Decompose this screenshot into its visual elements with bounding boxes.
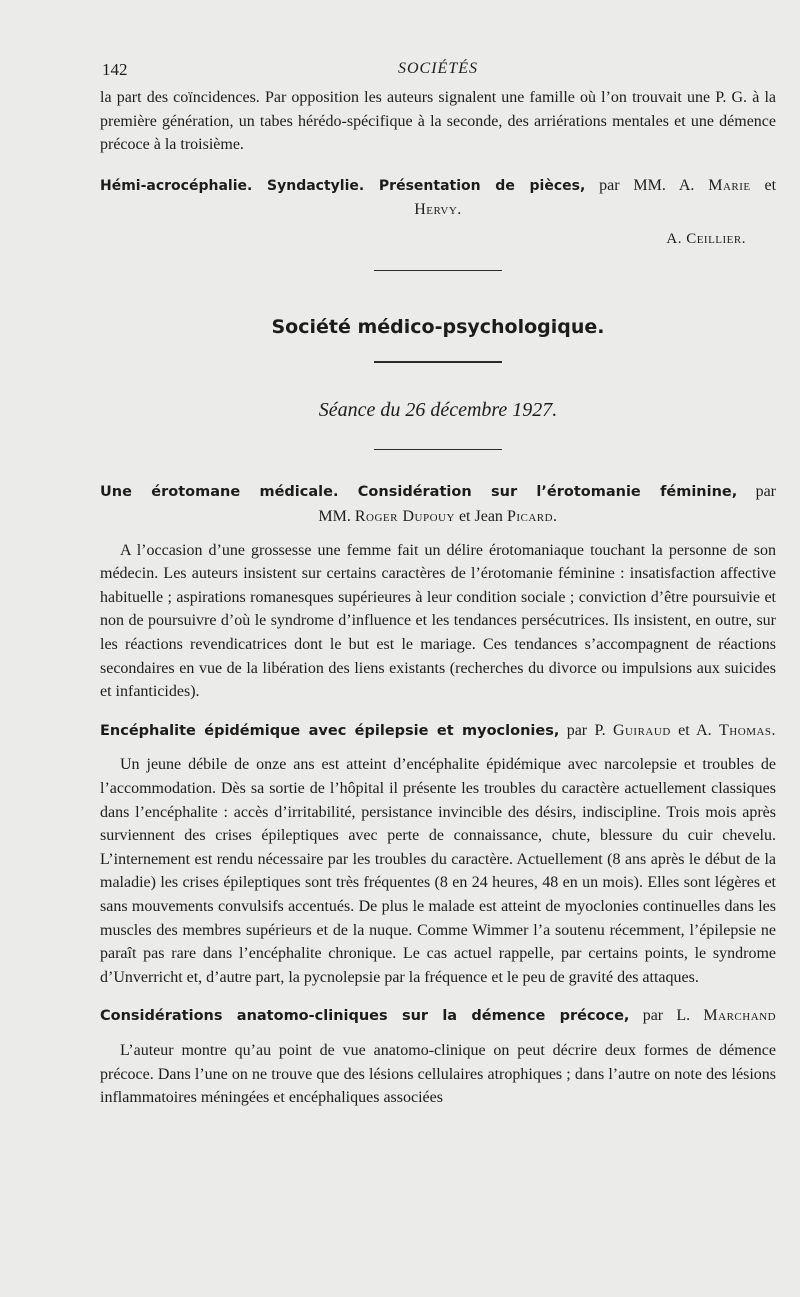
article-erotomane bbox=[100, 480, 776, 703]
article-authors-prefix: MM. bbox=[318, 508, 351, 526]
presentation-title-line-2 bbox=[100, 198, 776, 222]
article-by: par bbox=[755, 483, 776, 501]
page-number: 142 bbox=[102, 60, 128, 79]
running-title: SOCIÉTÉS bbox=[398, 60, 478, 77]
article-and: et Jean bbox=[458, 508, 503, 526]
presentation-author1: Marie bbox=[708, 176, 751, 194]
divider-rule bbox=[374, 361, 502, 363]
article-title: Considérations anatomo-cliniques sur la démence précoce, bbox=[100, 1008, 630, 1025]
presentation-and: et bbox=[764, 176, 777, 194]
article-encephalite bbox=[100, 719, 776, 990]
signature: A. Ceillier. bbox=[666, 230, 746, 247]
article-author2: Thomas. bbox=[719, 721, 777, 739]
presentation-title: Hémi-acrocéphalie. Syndactylie. Présentation de pièces, bbox=[100, 177, 586, 194]
article-author2: Picard. bbox=[506, 508, 558, 526]
article-title: Encéphalite épidémique avec épilepsie et myoclonies, bbox=[100, 722, 560, 739]
article-and: et A. bbox=[678, 721, 712, 739]
presentation-author2: Hervy. bbox=[414, 201, 462, 219]
divider-rule bbox=[374, 270, 502, 272]
article-title-line bbox=[100, 1004, 776, 1029]
article-title-block bbox=[100, 1004, 776, 1029]
presentation-block bbox=[100, 174, 776, 222]
article-title: Une érotomane médicale. Considération sur l’érotomanie féminine, bbox=[100, 484, 738, 501]
session-title: Séance du 26 décembre 1927. bbox=[318, 398, 558, 421]
article-title-line bbox=[100, 719, 776, 744]
article-by: par L. bbox=[642, 1007, 691, 1025]
article-demence-precoce bbox=[100, 1004, 776, 1109]
article-title-line bbox=[100, 480, 776, 505]
divider-rule bbox=[374, 449, 502, 451]
intro-paragraph: la part des coïncidences. Par opposition les auteurs signalent une famille où l’on trouvait une P. G. à la première génération, un tabes hérédo-spécifique à la seconde, des arriérations mentales et une démence précoce à la troisième. bbox=[100, 89, 776, 154]
page-header bbox=[100, 52, 776, 86]
presentation-title-line bbox=[100, 174, 776, 199]
article-by: par P. bbox=[566, 721, 606, 739]
article-author1: Guiraud bbox=[612, 721, 671, 739]
article-body: Un jeune débile de onze ans est atteint d’encéphalite épidémique avec narcolepsie et troubles de l’accommodation. Dès sa sortie de l’hôpital il présente les troubles du caractère actuellement classiques dans l’encéphalite : accès d’irritabilité, persistance invincible des désirs, indiscipline. Trois mois après surviennent des crises épileptiques avec perte de connaissance, chute, blessure du cuir chevelu. L’internement est rendu nécessaire par les troubles du caractère. Actuellement (8 ans après le début de la maladie) les crises épileptiques sont très fréquentes (8 en 24 heures, 48 en un mois). Elles sont légères et sans mouvements convulsifs accentués. De plus le malade est atteint de myoclonies continuelles dans les muscles des membres supérieurs et de la nuque. Comme Wimmer l’a soutenu récemment, l’épilepsie ne paraît pas rare dans l’encéphalite chronique. Le cas actuel rappelle, par certains points, le syndrome d’Unverricht et, d’autre part, la pycnolepsie par la fréquence et le peu de gravité des attaques. bbox=[100, 756, 776, 986]
article-body: L’auteur montre qu’au point de vue anatomo-clinique on peut décrire deux formes de démence précoce. Dans l’une on ne trouve que des lésions cellulaires atrophiques ; dans l’autre on note des lésions inflammatoires méningées et encéphaliques associées bbox=[100, 1041, 776, 1107]
article-authors-line bbox=[100, 505, 776, 529]
article-title-block bbox=[100, 719, 776, 744]
society-title: Société médico-psychologique. bbox=[271, 316, 605, 339]
article-title-block bbox=[100, 480, 776, 528]
article-author1: Roger Dupouy bbox=[354, 508, 455, 526]
presentation-by: par MM. A. bbox=[599, 176, 695, 194]
article-body: A l’occasion d’une grossesse une femme fait un délire érotomaniaque touchant la personne de son médecin. Les auteurs insistent sur certains caractères de l’érotomanie féminine : insatisfaction affective habituelle ; aspirations romanesques supérieures à leur condition sociale ; conviction d’être poursuivie et non de poursuivre d’où le syndrome d’influence et les tendances persécutrices. Ils insistent, en outre, sur les réactions revendicatrices dont le but est le mariage. Ces tendances s’accompagnent de réactions secondaires en vue de la libération des liens existants (recherches du divorce ou impulsions aux suicides et infanticides). bbox=[100, 541, 776, 701]
article-author1: Marchand bbox=[703, 1007, 777, 1025]
